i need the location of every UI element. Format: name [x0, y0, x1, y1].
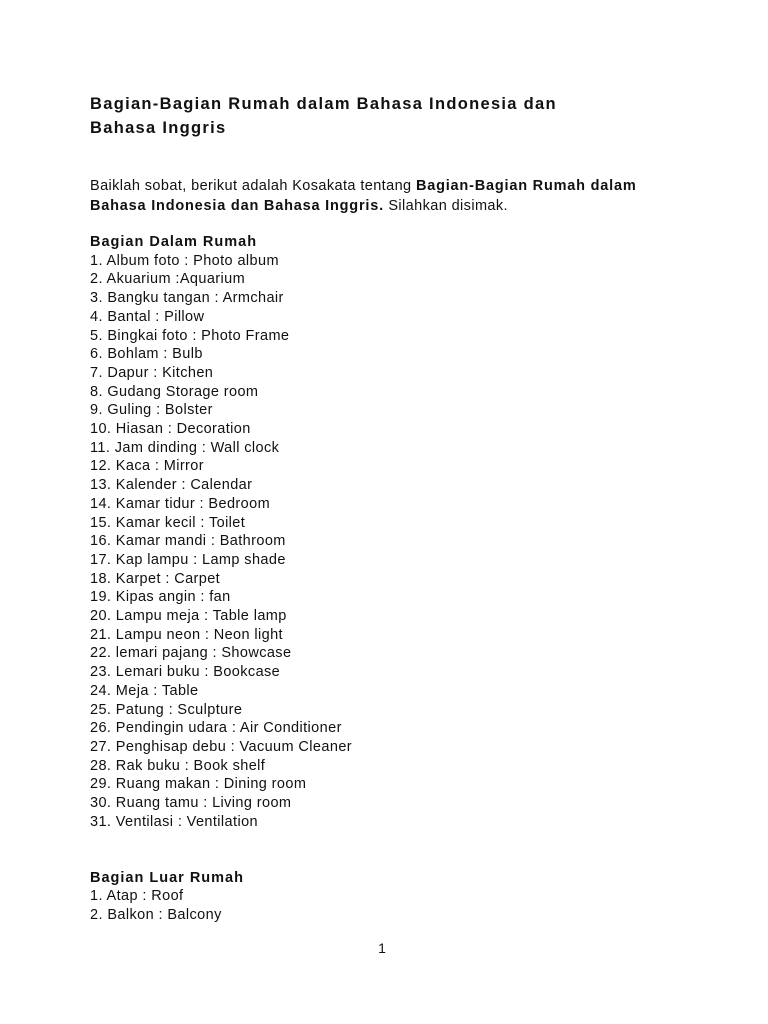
list-item: 2. Akuarium :Aquarium [90, 271, 246, 288]
intro-text-bold: Bagian-Bagian Rumah dalam Bahasa Indonesia dan Bahasa Inggris. [90, 178, 637, 214]
section-heading-inside: Bagian Dalam Rumah [90, 234, 258, 250]
list-item: 29. Ruang makan : Dining room [90, 776, 307, 793]
list-item: 24. Meja : Table [90, 682, 199, 699]
list-item: 7. Dapur : Kitchen [90, 364, 214, 381]
list-item: 2. Balkon : Balcony [90, 906, 222, 923]
intro-text-before: Baiklah sobat, berikut adalah Kosakata tentang [90, 178, 416, 194]
list-item: 25. Patung : Sculpture [90, 701, 243, 718]
list-item: 31. Ventilasi : Ventilation [90, 813, 258, 830]
list-item: 8. Gudang Storage room [90, 383, 259, 400]
list-item: 16. Kamar mandi : Bathroom [90, 533, 286, 550]
list-item: 15. Kamar kecil : Toilet [90, 514, 246, 531]
list-item: 1. Atap : Roof [90, 888, 184, 905]
list-item: 22. lemari pajang : Showcase [90, 645, 292, 662]
intro-text-after: Silahkan disimak. [383, 198, 508, 214]
list-item: 4. Bantal : Pillow [90, 308, 205, 325]
page-number [0, 939, 768, 957]
list-item: 6. Bohlam : Bulb [90, 346, 203, 363]
title-line-2: Bahasa Inggris [90, 119, 227, 137]
list-item: 14. Kamar tidur : Bedroom [90, 495, 271, 512]
list-item: 30. Ruang tamu : Living room [90, 795, 292, 812]
document-page [90, 92, 690, 925]
list-item: 20. Lampu meja : Table lamp [90, 608, 287, 625]
list-item: 23. Lemari buku : Bookcase [90, 664, 281, 681]
list-item: 27. Penghisap debu : Vacuum Cleaner [90, 738, 353, 755]
vocab-list-outside [90, 887, 690, 924]
list-item: 9. Guling : Bolster [90, 402, 213, 419]
intro-paragraph [90, 176, 690, 216]
vocab-list-inside [90, 252, 690, 832]
list-item: 11. Jam dinding : Wall clock [90, 439, 280, 456]
list-item: 3. Bangku tangan : Armchair [90, 290, 284, 307]
list-item: 28. Rak buku : Book shelf [90, 757, 266, 774]
page-number-text: 1 [378, 940, 386, 956]
list-item: 19. Kipas angin : fan [90, 589, 231, 606]
list-item: 12. Kaca : Mirror [90, 458, 204, 475]
section-heading-outside: Bagian Luar Rumah [90, 869, 244, 886]
list-item: 5. Bingkai foto : Photo Frame [90, 327, 290, 344]
list-item: 17. Kap lampu : Lamp shade [90, 551, 286, 568]
list-item: 1. Album foto : Photo album [90, 252, 279, 269]
list-item: 21. Lampu neon : Neon light [90, 626, 283, 643]
list-item: 18. Karpet : Carpet [90, 570, 221, 587]
document-title [90, 92, 690, 140]
list-item: 13. Kalender : Calendar [90, 477, 253, 494]
title-line-1: Bagian-Bagian Rumah dalam Bahasa Indonesia dan [90, 95, 557, 113]
list-item: 26. Pendingin udara : Air Conditioner [90, 720, 342, 737]
list-item: 10. Hiasan : Decoration [90, 421, 251, 438]
